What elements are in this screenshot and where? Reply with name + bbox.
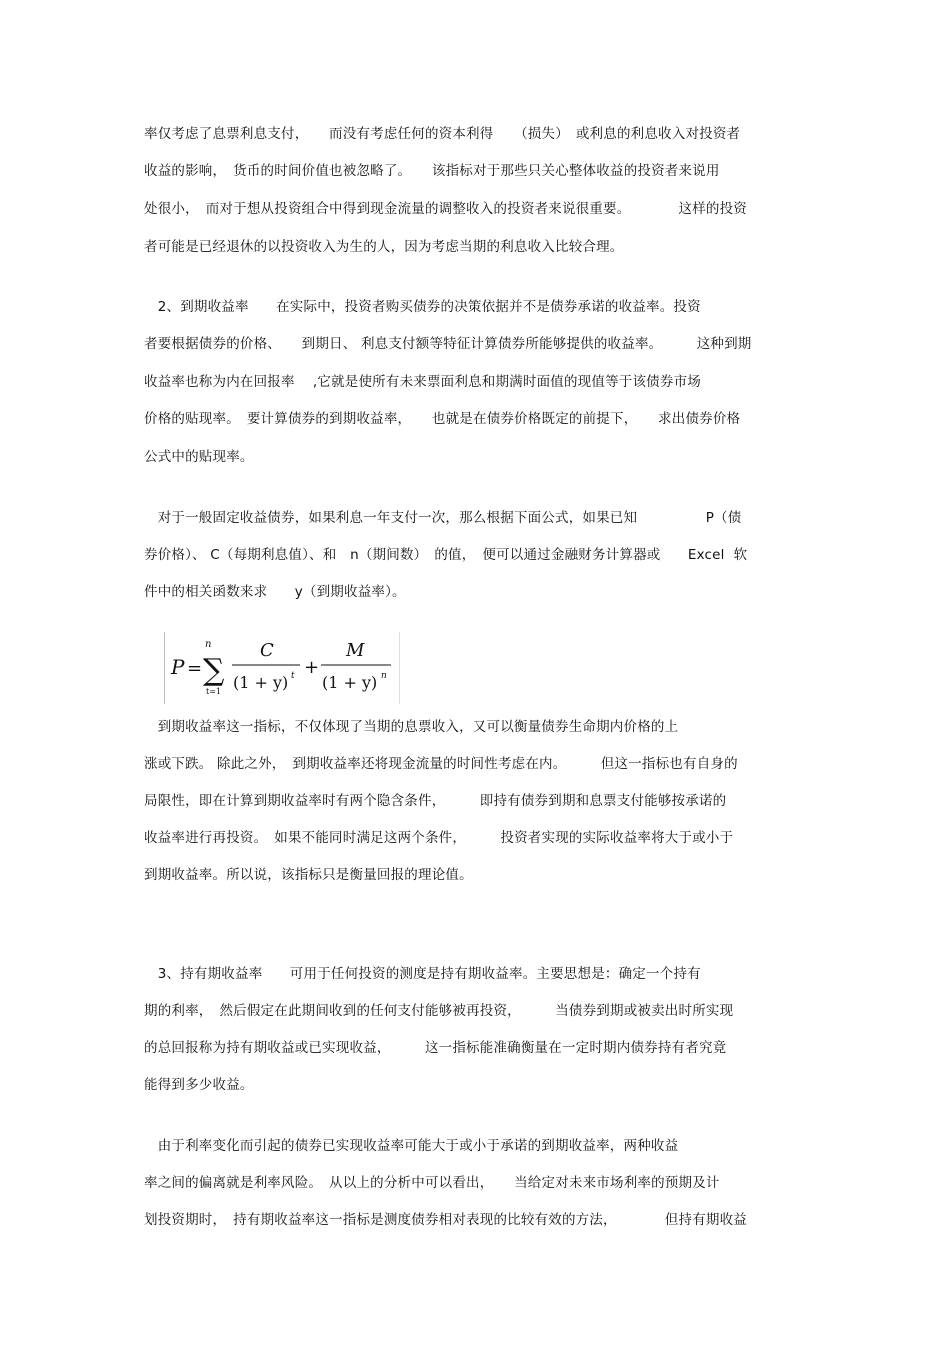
formula-term2-exponent: n [381,671,387,681]
bond-pricing-formula [164,632,400,704]
text-line: 收益率也称为内在回报率 ,它就是使所有未来票面利息和期满时面值的现值等于该债券市场 [144,374,701,390]
text-line: 能得到多少收益。 [144,1077,254,1093]
text-line: 3、持有期收益率 可用于任何投资的测度是持有期收益率。主要思想是：确定一个持有 [144,966,701,982]
formula-sum-lower: t=1 [206,687,222,696]
formula-term1-exponent: t [291,671,295,681]
text-line: 涨或下跌。 除此之外， 到期收益率还将现金流量的时间性考虑在内。 但这一指标也有自身的 [144,756,738,772]
text-line: 的总回报称为持有期收益或已实现收益， 这一指标能准确衡量在一定时期内债券持有者究竟 [144,1040,727,1056]
formula-term1-numerator: C [260,640,274,661]
text-line: 对于一般固定收益债券，如果利息一年支付一次，那么根据下面公式，如果已知 P（债 [144,510,742,526]
text-line: 率之间的偏离就是利率风险。 从以上的分析中可以看出， 当给定对未来市场利率的预期及计 [144,1175,720,1191]
text-line: 率仅考虑了息票利息支付， 而没有考虑任何的资本利得 （损失） 或利息的利息收入对投资者 [144,126,741,142]
text-line: 局限性，即在计算到期收益率时有两个隐含条件， 即持有债券到期和息票支付能够按承诺的 [144,793,727,809]
text-line: 到期收益率这一指标，不仅体现了当期的息票收入，又可以衡量债券生命期内价格的上 [144,719,679,735]
text-line: 收益率进行再投资。 如果不能同时满足这两个条件， 投资者实现的实际收益率将大于或小于 [144,830,734,846]
text-line: 券价格）、 C（每期利息值）、和 n（期间数） 的值， 便可以通过金融财务计算器或 Excel 软 [144,547,748,563]
formula-sum-upper: n [205,639,212,650]
text-line: 公式中的贴现率。 [144,449,254,465]
text-line: 由于利率变化而引起的债券已实现收益率可能大于或小于承诺的到期收益率，两种收益 [144,1138,679,1154]
text-line: 2、到期收益率 在实际中，投资者购买债券的决策依据并不是债券承诺的收益率。投资 [144,299,701,315]
text-line: 者可能是已经退休的以投资收入为生的人，因为考虑当期的利息收入比较合理。 [144,239,624,255]
formula-term2-numerator: M [346,640,365,661]
text-line: 价格的贴现率。 要计算债券的到期收益率， 也就是在债券价格既定的前提下， 求出债券价格 [144,411,741,427]
formula-equals: = [187,658,203,679]
formula-term2-denominator: (1 + y) [322,673,378,692]
sigma-icon: ∑ [203,653,225,688]
text-line: 期的利率， 然后假定在此期间收到的任何支付能够被再投资， 当债券到期或被卖出时所实现 [144,1003,734,1019]
text-line: 划投资期时， 持有期收益率这一指标是测度债券相对表现的比较有效的方法， 但持有期收益 [144,1212,747,1228]
formula-term1-denominator: (1 + y) [233,673,289,692]
text-line: 到期收益率。所以说，该指标只是衡量回报的理论值。 [144,867,473,883]
text-line: 收益的影响， 货币的时间价值也被忽略了。 该指标对于那些只关心整体收益的投资者来说用 [144,163,720,179]
text-line: 者要根据债券的价格、 到期日、 利息支付额等特征计算债券所能够提供的收益率。 这种到期 [144,336,752,352]
text-line: 处很小， 而对于想从投资组合中得到现金流量的调整收入的投资者来说很重要。 这样的投资 [144,201,747,217]
formula-plus: + [304,657,320,678]
formula-lhs: P [171,655,185,679]
formula-graphic [165,632,399,704]
text-line: 件中的相关函数来求 y（到期收益率）。 [144,584,406,600]
